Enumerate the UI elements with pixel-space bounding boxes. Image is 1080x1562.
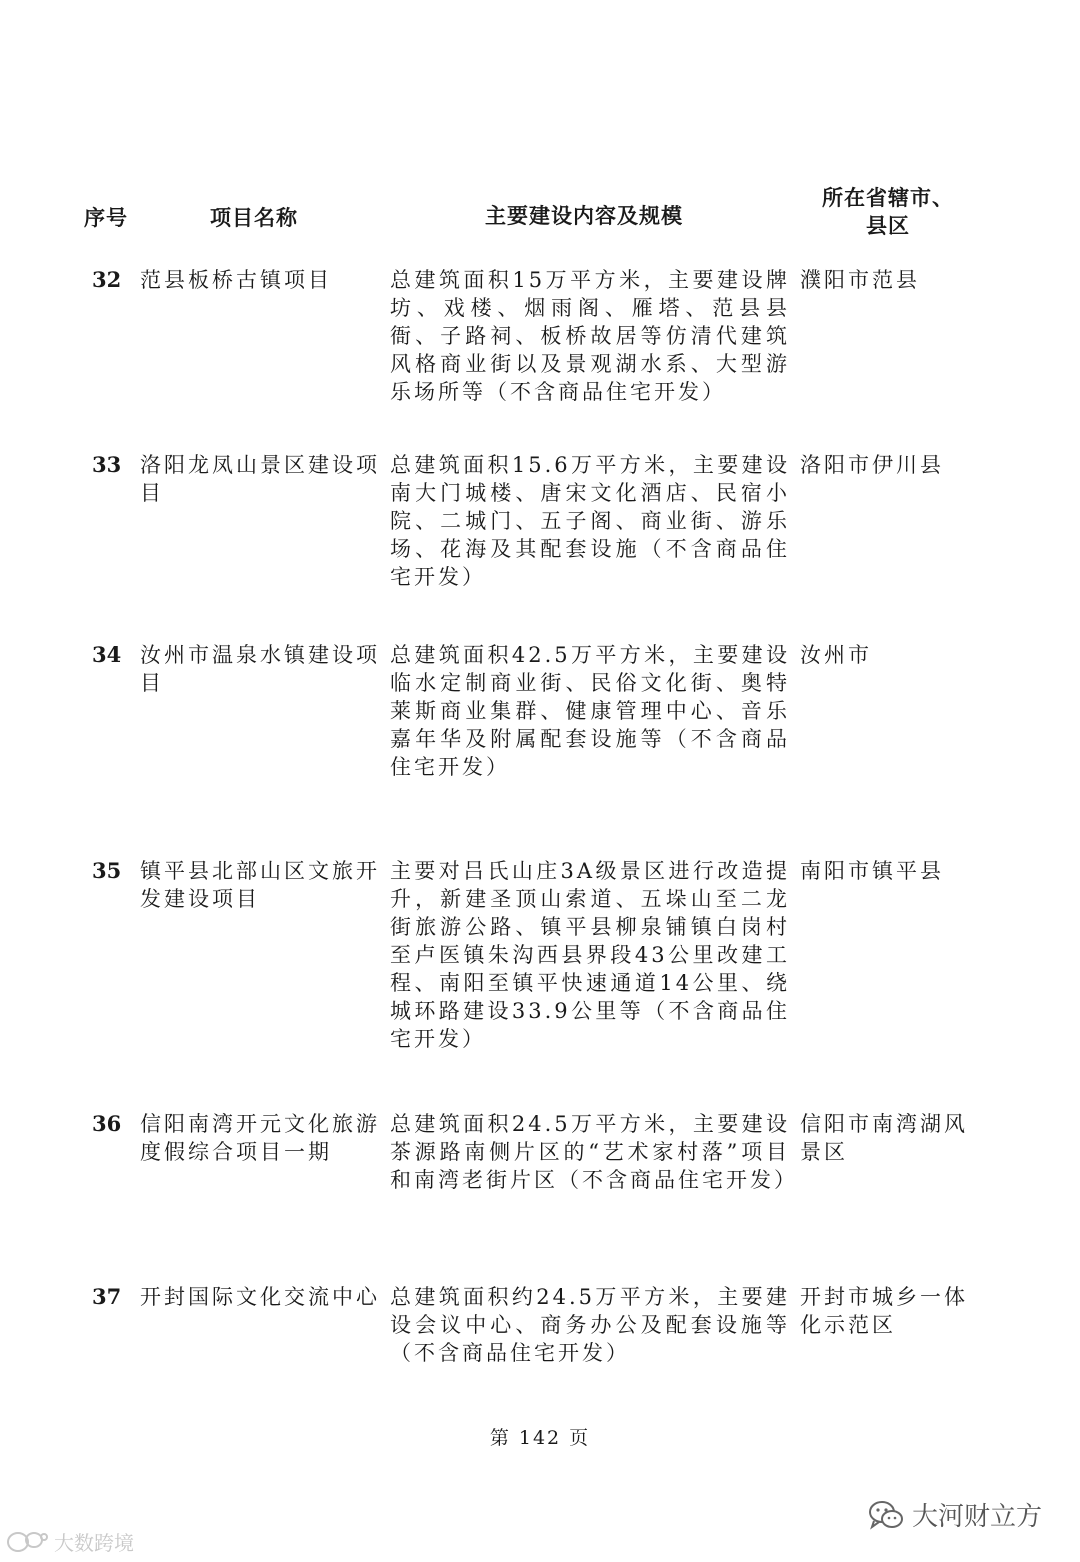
row-content: 总建筑面积42.5万平方米，主要建设临水定制商业街、民俗文化街、奥特莱斯商业集群、健康管理中心、音乐嘉年华及附属配套设施等（不含商品住宅开发） — [390, 643, 790, 779]
row-location: 濮阳市范县 — [800, 268, 920, 292]
page-number: 第 142 页 — [489, 1427, 591, 1449]
row-location: 汝州市 — [800, 643, 872, 667]
watermark-right — [868, 1496, 1042, 1533]
row-seq: 35 — [92, 858, 122, 883]
header-location: 所在省辖市、县区 — [822, 186, 954, 238]
table-header — [0, 180, 1080, 240]
wechat-logo-icon — [868, 1499, 904, 1531]
row-content: 总建筑面积24.5万平方米，主要建设茶源路南侧片区的“艺术家村落”项目和南湾老街片区（不含商品住宅开发） — [390, 1112, 798, 1192]
row-project-name: 开封国际文化交流中心 — [140, 1285, 380, 1309]
row-project-name: 镇平县北部山区文旅开发建设项目 — [140, 859, 380, 911]
row-project-name: 汝州市温泉水镇建设项目 — [140, 643, 380, 695]
row-seq: 33 — [92, 452, 122, 477]
row-project-name: 信阳南湾开元文化旅游度假综合项目一期 — [140, 1112, 380, 1164]
row-content: 主要对吕氏山庄3A级景区进行改造提升，新建圣顶山索道、五垛山至二龙街旅游公路、镇平县柳泉铺镇白岗村至卢医镇朱沟西县界段43公里改建工程、南阳至镇平快速通道14公里、绕城环路建设33.9公里等（不含商品住宅开发） — [390, 859, 790, 1051]
header-content-scale: 主要建设内容及规模 — [485, 204, 683, 228]
row-content: 总建筑面积15.6万平方米，主要建设南大门城楼、唐宋文化酒店、民宿小院、二城门、五子阁、商业街、游乐场、花海及其配套设施（不含商品住宅开发） — [390, 453, 790, 589]
row-location: 南阳市镇平县 — [800, 859, 944, 883]
chat-bubble-logo-icon — [6, 1529, 50, 1555]
row-seq: 37 — [92, 1284, 122, 1309]
row-seq: 34 — [92, 642, 122, 667]
row-seq: 36 — [92, 1111, 122, 1136]
row-location: 洛阳市伊川县 — [800, 453, 944, 477]
row-location: 信阳市南湾湖风景区 — [800, 1112, 968, 1164]
row-seq: 32 — [92, 267, 122, 292]
header-seq: 序号 — [84, 206, 128, 230]
watermark-right-text: 大河财立方 — [912, 1502, 1043, 1532]
header-project-name: 项目名称 — [210, 206, 298, 230]
watermark-left — [6, 1527, 134, 1556]
row-content: 总建筑面积约24.5万平方米，主要建设会议中心、商务办公及配套设施等（不含商品住宅开发） — [390, 1285, 790, 1365]
watermark-left-text: 大数跨境 — [54, 1531, 134, 1555]
row-project-name: 洛阳龙凤山景区建设项目 — [140, 453, 380, 505]
row-location: 开封市城乡一体化示范区 — [800, 1285, 968, 1337]
row-project-name: 范县板桥古镇项目 — [140, 268, 332, 292]
row-content: 总建筑面积15万平方米，主要建设牌坊、戏楼、烟雨阁、雁塔、范县县衙、子路祠、板桥故居等仿清代建筑风格商业街以及景观湖水系、大型游乐场所等（不含商品住宅开发） — [390, 268, 790, 404]
